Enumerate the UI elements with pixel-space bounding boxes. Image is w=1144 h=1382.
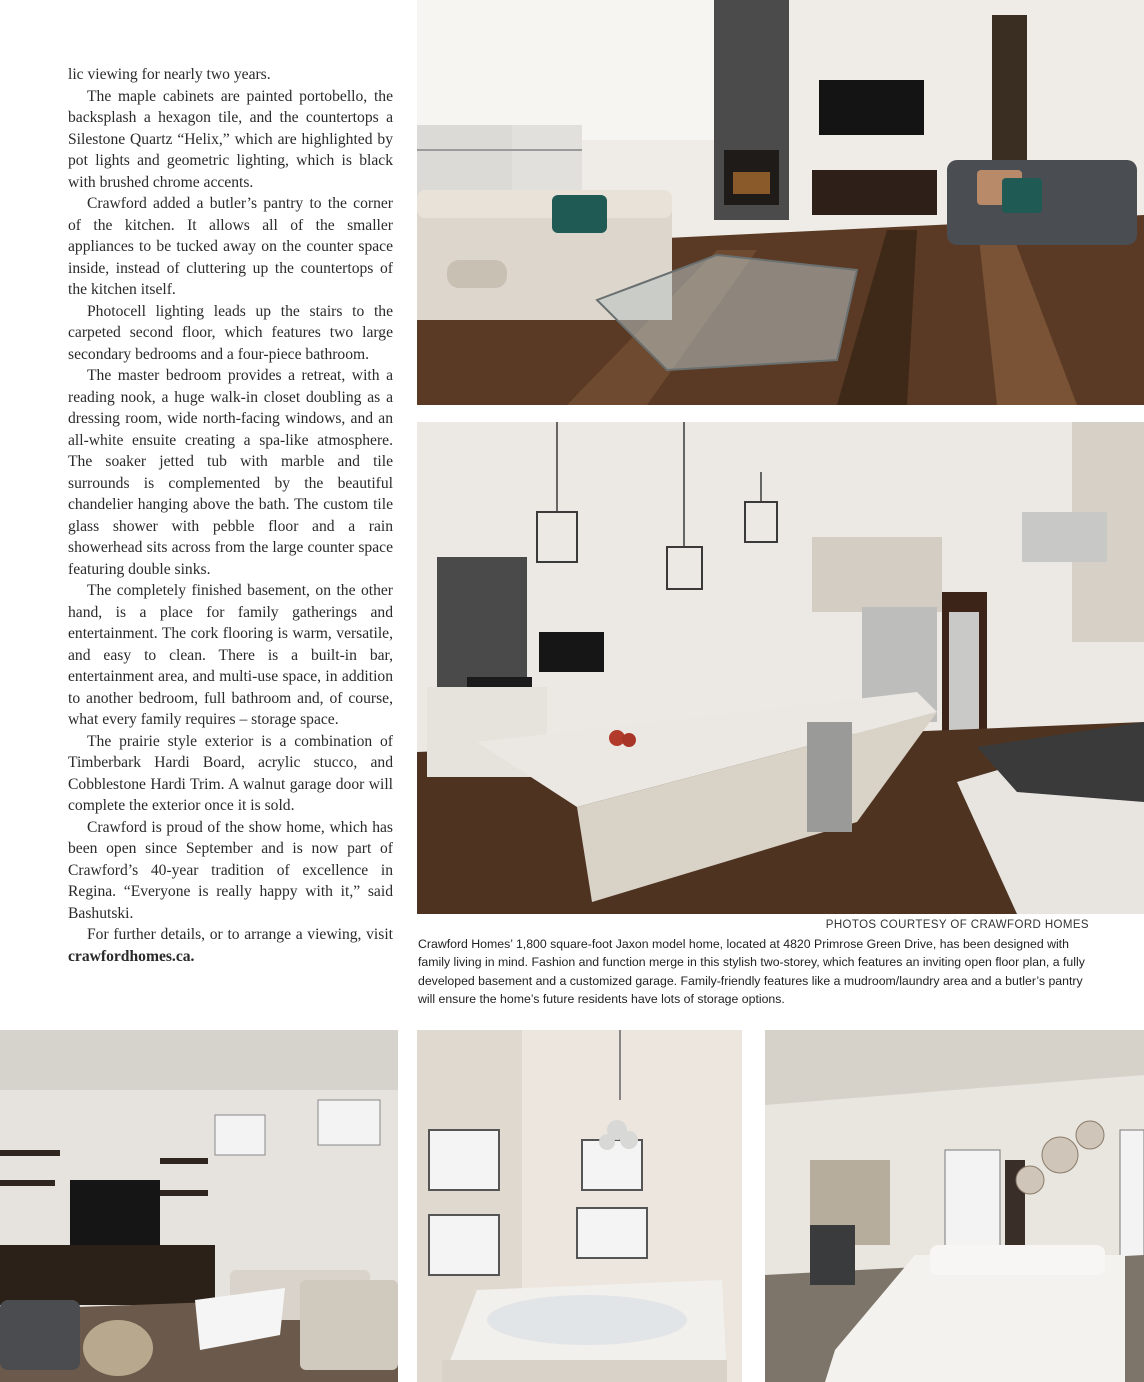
living-room-photo [417, 0, 1144, 405]
article-closing-paragraph [68, 924, 393, 967]
article-paragraph: Crawford is proud of the show home, which has been open since September and is now part of Crawford’s 40-year tradition of excellence in Regina. “Everyone is really happy with it,” said Bashutski. [68, 818, 393, 922]
article-paragraph: The completely finished basement, on the other hand, is a place for family gatherings and entertainment. The cork flooring is warm, versatile, and easy to clean. There is a built-in bar, entertainment area, and multi-use space, in addition to another bedroom, full bathroom and, of course, what every family requires – storage space. [68, 582, 393, 728]
closing-text: For further details, or to arrange a viewing, visit [87, 926, 393, 943]
article-paragraph: The master bedroom provides a retreat, with a reading nook, a huge walk-in closet doubling as a dressing room, wide north-facing windows, and an all-white ensuite creating a spa-like atmosphere. The soaker jetted tub with marble and tile surrounds is complemented by the beautiful chandelier hanging above the bath. The custom tile glass shower with pebble floor and a rain showerhead sits across from the large counter space featuring double sinks. [68, 367, 393, 578]
article-column [68, 64, 393, 967]
article-paragraph: lic viewing for nearly two years. [68, 66, 271, 83]
photo-credit: PHOTOS COURTESY OF CRAWFORD HOMES [825, 919, 1089, 931]
article-paragraph: The maple cabinets are painted portobello, the backsplash a hexagon tile, and the countertops a Silestone Quartz “Helix,” which are highlighted by pot lights and geometric lighting, which is black with brushed chrome accents. [68, 87, 393, 191]
master-bedroom-photo [765, 1030, 1144, 1382]
website-link[interactable]: crawfordhomes.ca. [68, 947, 195, 965]
photo-caption: Crawford Homes’ 1,800 square-foot Jaxon model home, located at 4820 Primrose Green Drive, has been designed with family living in mind. Fashion and function merge in this stylish two-storey, which features an inviting open floor plan, a fully developed basement and a customized garage. Family-friendly features like a mudroom/laundry area and a butler’s pantry will ensure the home’s future residents have lots of storage options. [418, 937, 1085, 1006]
basement-photo [0, 1030, 398, 1382]
article-paragraph: Photocell lighting leads up the stairs to the carpeted second floor, which features two large secondary bedrooms and a four-piece bathroom. [68, 302, 393, 363]
article-paragraph: The prairie style exterior is a combination of Timberbark Hardi Board, acrylic stucco, and Cobblestone Hardi Trim. A walnut garage door will complete the exterior once it is sold. [68, 732, 393, 814]
ensuite-bath-photo [417, 1030, 742, 1382]
article-paragraph: Crawford added a butler’s pantry to the corner of the kitchen. It allows all of the smaller appliances to be tucked away on the counter space inside, instead of cluttering up the countertops of the kitchen itself. [68, 195, 393, 298]
kitchen-photo [417, 422, 1144, 914]
